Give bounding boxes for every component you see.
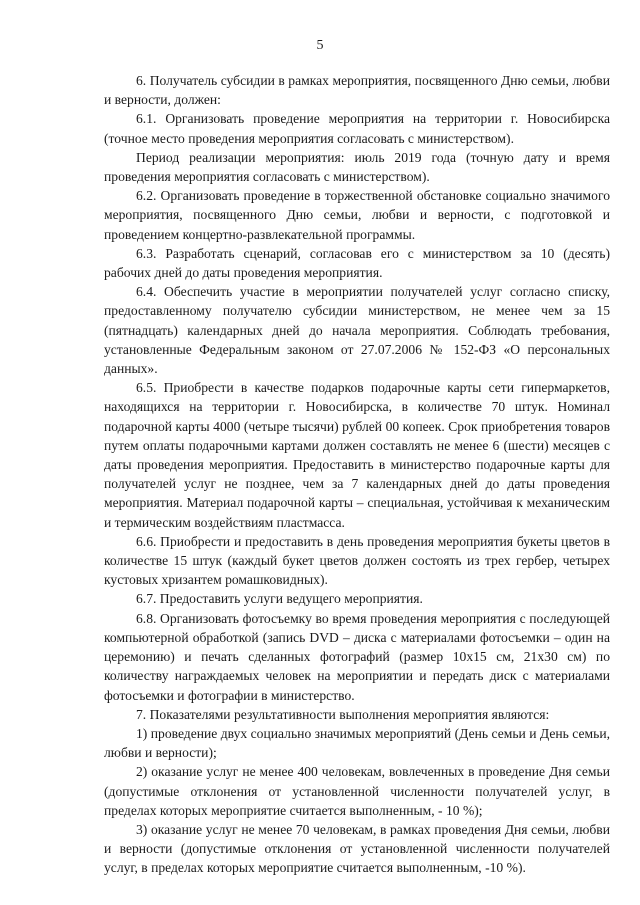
paragraph-6-8: 6.8. Организовать фотосъемку во время проведения мероприятия с последующей компьютерной обработкой (запись DVD – диска с материалами фотосъемки – один на церемонию) и печать сделанных фотографий (размер 10х15 см, 21х30 см) по количеству награждаемых человек на мероприятии и передать диск с материалами фотосъемки и фотографии в министерство. bbox=[104, 610, 610, 703]
page-number: 5 bbox=[316, 38, 324, 53]
paragraph-6-1: 6.1. Организовать проведение мероприятия на территории г. Новосибирска (точное место проведения мероприятия согласовать с министерством). bbox=[104, 111, 610, 146]
paragraph-7: 7. Показателями результативности выполнения мероприятия являются: bbox=[136, 706, 550, 722]
document-body bbox=[104, 71, 610, 878]
paragraph-6-6: 6.6. Приобрести и предоставить в день проведения мероприятия букеты цветов в количестве 15 штук (каждый букет цветов должен состоять из трех гербер, четырех кустовых хризантем ромашковидных). bbox=[104, 533, 610, 588]
paragraph-6-4: 6.4. Обеспечить участие в мероприятии получателей услуг согласно списку, предоставленному получателю субсидии министерством, не менее чем за 15 (пятнадцать) календарных дней до начала мероприятия. Соблюдать требования, установленные Федеральным законом от 27.07.2006 № 152-ФЗ «О персональных данных». bbox=[104, 284, 610, 377]
paragraph-6-3: 6.3. Разработать сценарий, согласовав его с министерством за 10 (десять) рабочих дней до даты проведения мероприятия. bbox=[104, 245, 610, 281]
paragraph-6-2: 6.2. Организовать проведение в торжественной обстановке социально значимого мероприятия, посвященного Дню семьи, любви и верности, с подготовкой и проведением концертно-развлекательной программы. bbox=[104, 188, 610, 242]
paragraph-7-item-1: 1) проведение двух социально значимых мероприятий (День семьи и День семьи, любви и верности); bbox=[104, 725, 610, 761]
paragraph-7-item-3: 3) оказание услуг не менее 70 человекам, в рамках проведения Дня семьи, любви и верности (допустимые отклонения от установленной численности получателей услуг, в пределах которых мероприятие считается выполненным, -10 %). bbox=[104, 821, 610, 876]
paragraph-7-item-2: 2) оказание услуг не менее 400 человекам, вовлеченных в проведение Дня семьи (допустимые отклонения от установленной численности получателей услуг, в пределах которых мероприятие считается выполненным, - 10 %); bbox=[104, 764, 610, 818]
paragraph-period: Период реализации мероприятия: июль 2019 года (точную дату и время проведения мероприятия согласовать с министерством). bbox=[104, 149, 610, 185]
paragraph-6-5: 6.5. Приобрести в качестве подарков подарочные карты сети гипермаркетов, находящихся на территории г. Новосибирска, в количестве 70 штук. Номинал подарочной карты 4000 (четыре тысячи) рублей 00 копеек. Срок приобретения товаров путем оплаты подарочными картами должен составлять не менее 6 (шести) месяцев с даты проведения мероприятия. Предоставить в министерство подарочные карты для получателей услуг не позднее, чем за 7 календарных дней до даты проведения мероприятия. Материал подарочной карты – специальная, устойчивая к механическим и термическим воздействиям пластмасса. bbox=[104, 380, 610, 530]
paragraph-6: 6. Получатель субсидии в рамках мероприятия, посвященного Дню семьи, любви и верности, должен: bbox=[104, 73, 610, 108]
paragraph-6-7: 6.7. Предоставить услуги ведущего мероприятия. bbox=[136, 591, 423, 607]
